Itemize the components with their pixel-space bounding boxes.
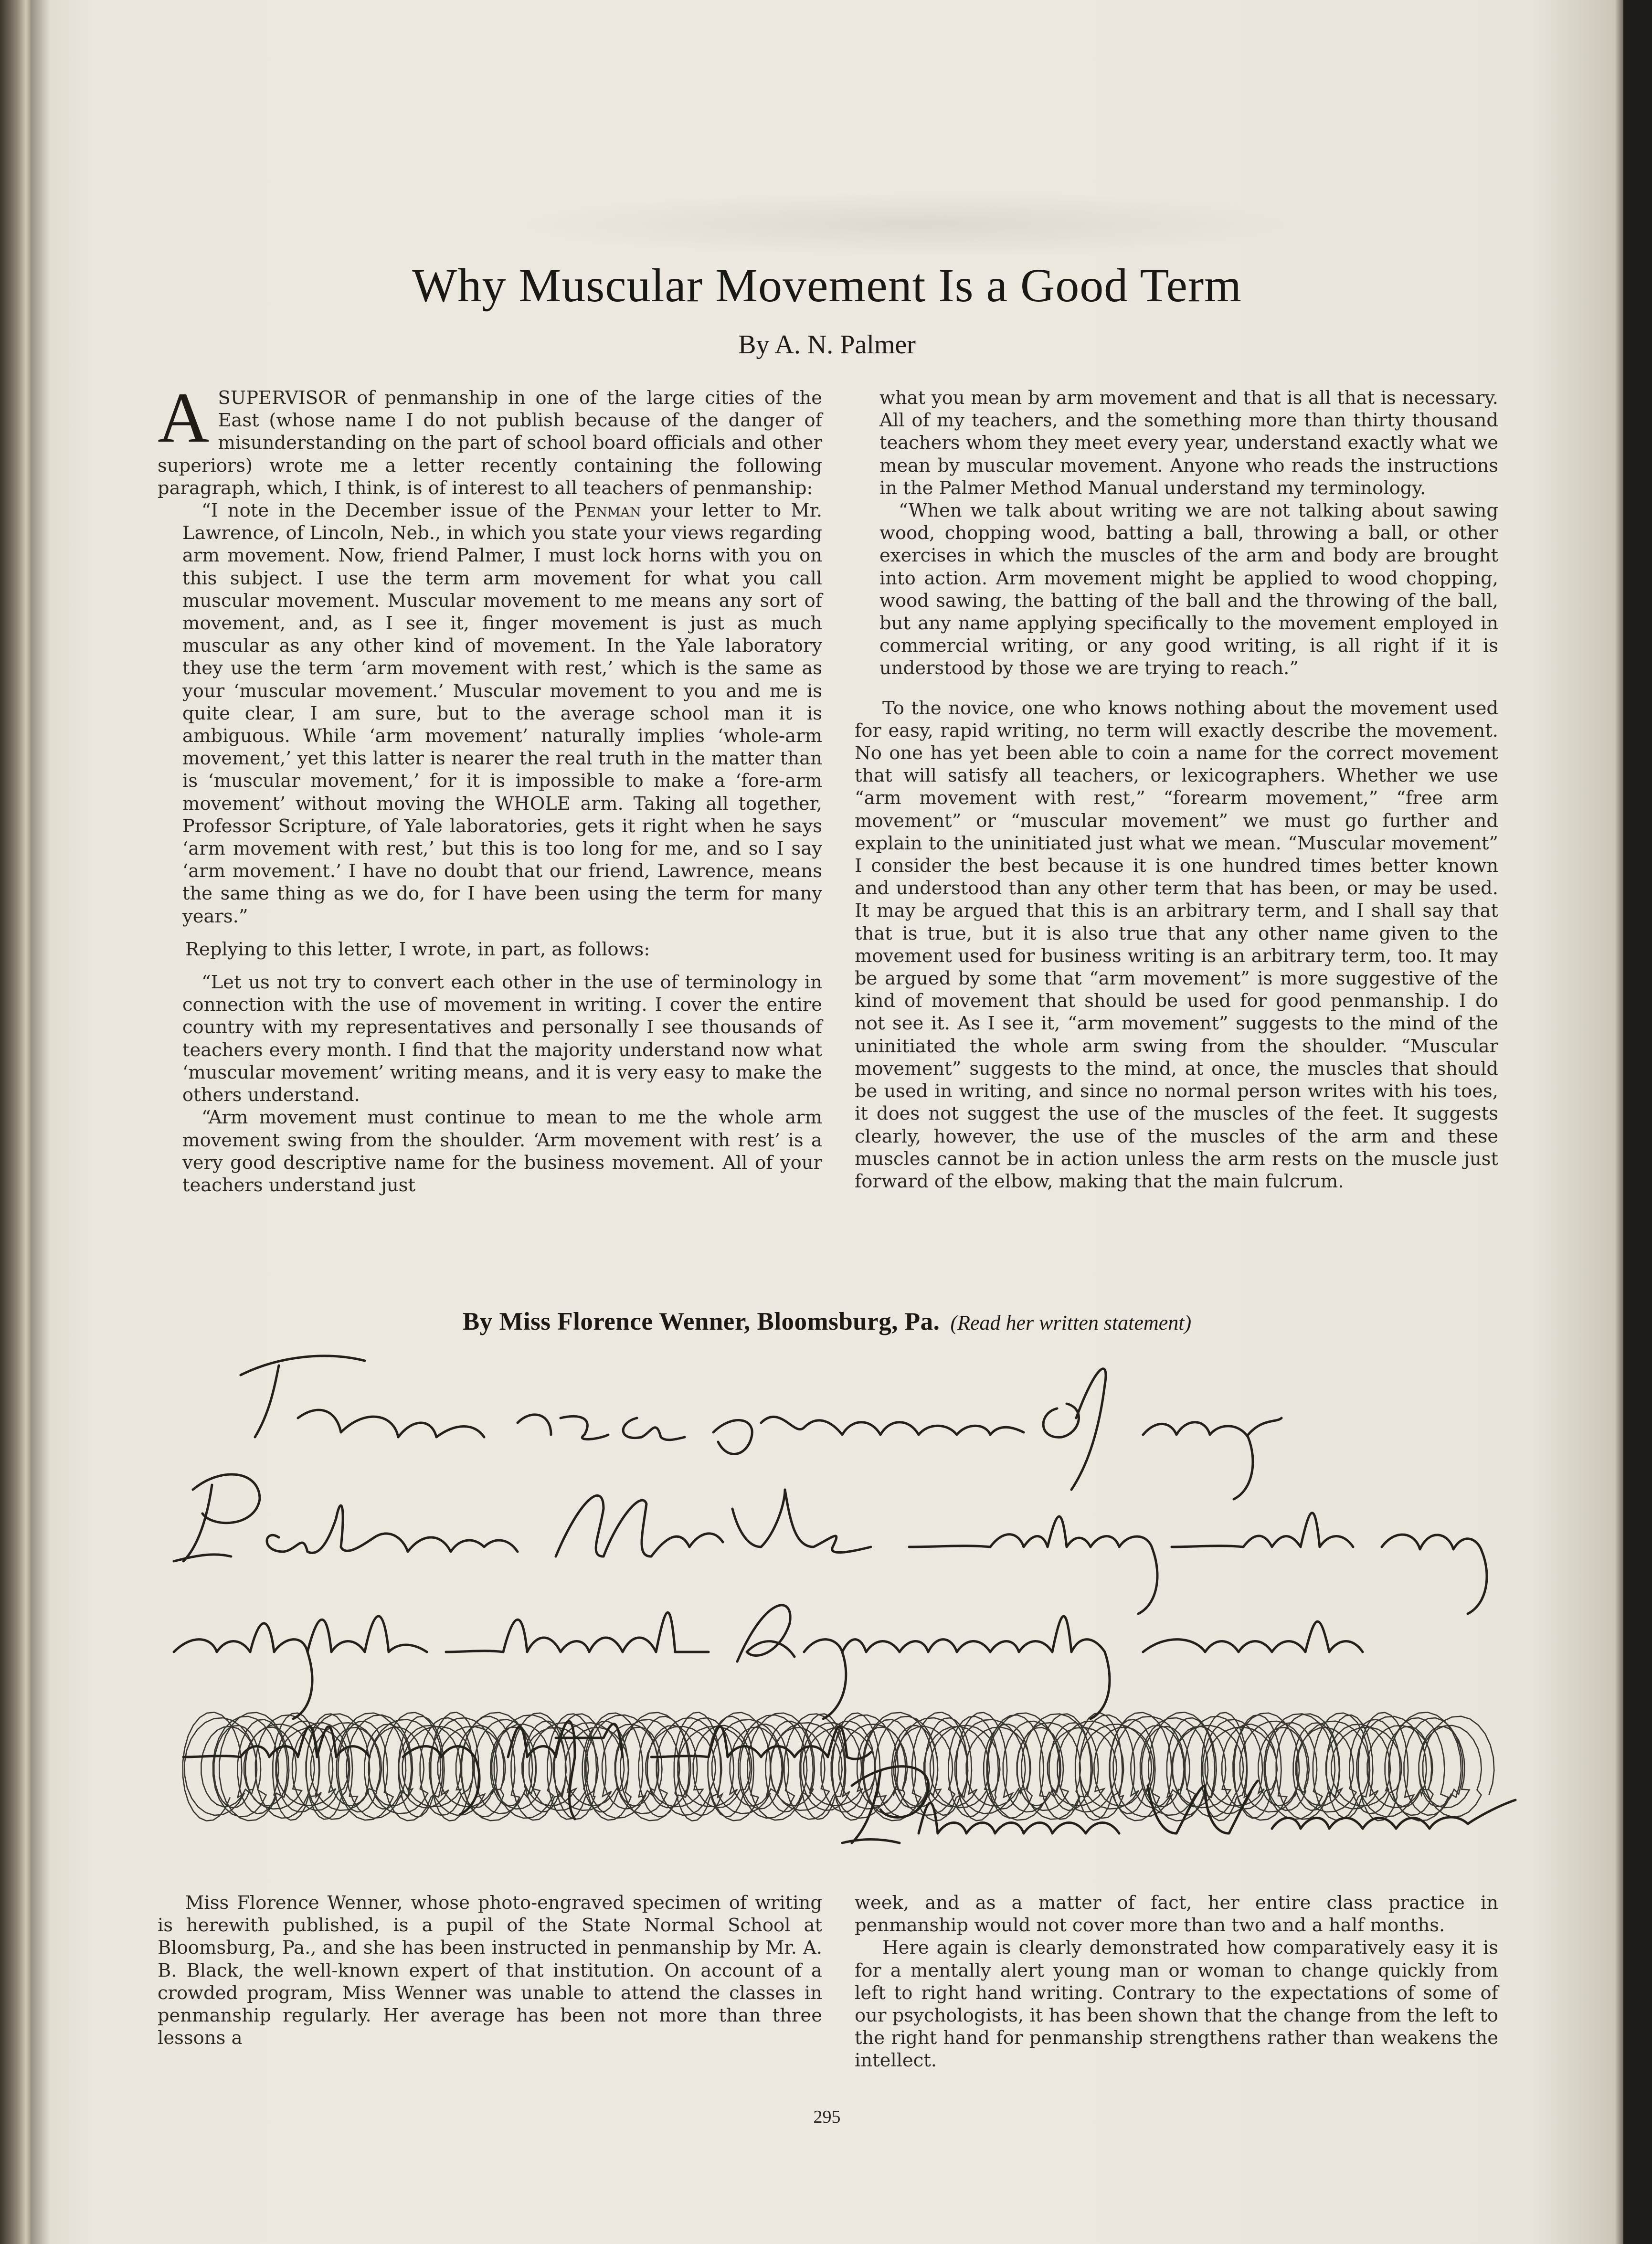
specimen-caption-author: By Miss Florence Wenner, Bloomsburg, Pa. — [462, 1308, 940, 1335]
bottom-column-right — [855, 1892, 1498, 2072]
penman-smallcaps: Penman — [574, 500, 641, 522]
specimen-caption — [31, 1307, 1623, 1336]
page-number: 295 — [813, 2107, 841, 2127]
reply-quote-continued — [855, 387, 1498, 680]
drop-cap: A — [158, 378, 210, 457]
opening-paragraph: ASUPERVISOR of penmanship in one of the large cities of the East (whose name I do not publish because of the danger of misunderstanding on the part of school board officials and other superiors) wrote me a letter recently containing the following paragraph, which, I think, is of interest to all teachers of penmanship: — [158, 378, 822, 499]
quote-paragraph: what you mean by arm movement and that is all that is necessary. All of my teachers, and the something more than thirty thousand teachers whom they meet every year, understand exactly what we mean by muscular movement. Anyone who reads the instructions in the Palmer Method Manual understand my terminology. — [879, 387, 1498, 499]
magazine-page — [31, 0, 1623, 2244]
supervisor-letter-quote — [158, 499, 822, 928]
handwriting-line-2 — [174, 1474, 1487, 1614]
quote-paragraph: “Let us not try to convert each other in the use of terminology in connection with the use of movement in writing. I cover the entire country with my representatives and personally I see thousands of teachers every month. I find that the majority understand now what ‘muscular movement’ writing means, and it is very easy to make the others understand. — [182, 972, 822, 1106]
reply-intro: Replying to this letter, I wrote, in part, as follows: — [185, 938, 650, 960]
bio-paragraph-continued: week, and as a matter of fact, her entire class practice in penmanship would not cover more than two and a half months. — [855, 1892, 1498, 1937]
quote-paragraph: “When we talk about writing we are not talking about sawing wood, chopping wood, batting a ball, throwing a ball, or other exercises in which the muscles of the arm and body are brought into action. Arm movement might be applied to wood chopping, wood sawing, the batting of the ball and the throwing of the ball, but any name applying specifically to the movement employed in commercial writing, or any good writing, is all right if it is understood by those we are trying to reach.” — [879, 500, 1498, 679]
oval-drill-scribble — [31, 1700, 1623, 1824]
article-byline: By A. N. Palmer — [738, 330, 916, 360]
quote-paragraph: “I note in the December issue of the Penman your letter to Mr. Lawrence, of Lincoln, Neb., in which you state your views regarding arm movement. Now, friend Palmer, I must lock horns with you on this subject. I use the term arm movement for what you call muscular movement. Muscular movement to me means any sort of movement, and, as I see it, finger movement is just as much muscular as any other kind of movement. In the Yale laboratory they use the term ‘arm movement with rest,’ which is the same as your ‘muscular movement.’ Muscular movement to you and me is quite clear, I am sure, but to the average school man it is ambiguous. While ‘arm movement’ naturally implies ‘whole-arm movement,’ yet this latter is nearer the real truth in the matter than is ‘muscular movement,’ for it is impossible to make a ‘fore-arm movement’ without moving the WHOLE arm. Taking all together, Professor Scripture, of Yale laboratories, gets it right when he says ‘arm movement with rest,’ but this is too long for me, and so I say ‘arm movement.’ I have no doubt that our friend, Lawrence, means the same thing as we do, for I have been using the term for many years.” — [182, 500, 822, 927]
bio-paragraph: Miss Florence Wenner, whose photo-engraved specimen of writing is herewith published, is a pupil of the State Normal School at Bloomsburg, Pa., and she has been instructed in penmanship by Mr. A. B. Black, the well-known expert of that institution. On account of a crowded program, Miss Wenner was unable to attend the classes in penmanship regularly. Her average has been not more than three lessons a — [158, 1892, 822, 2049]
body-paragraph: To the novice, one who knows nothing about the movement used for easy, rapid writing, no term will exactly describe the movement. No one has yet been able to coin a name for the correct movement that will satisfy all teachers, or lexicographers. Whether we use “arm movement with rest,” “forearm movement,” “free arm movement” or “muscular movement” we must go further and explain to the uninitiated just what we mean. “Muscular movement” I consider the best because it is one hundred times better known and understood than any other term that has been, or may be used. It may be argued that this is an arbitrary term, and I shall say that that is true, but it is also true that any other name given to the movement used for business writing is an arbitrary term, too. It may be argued by some that “arm movement” is more suggestive of the kind of movement that should be used for good penmanship. I do not see it. As I see it, “arm movement” suggests to the mind of the uninitiated the whole arm swing from the shoulder. “Muscular movement” suggests to the mind, at once, the muscles that should be used in writing, and since no normal person writes with his toes, it does not suggest the use of the muscles of the feet. It suggests clearly, however, the use of the muscles of the arm and these muscles cannot be in action unless the arm rests on the muscle just forward of the elbow, making that the main fulcrum. — [855, 697, 1498, 1192]
column-right — [855, 387, 1498, 1193]
specimen-caption-note: (Read her written statement) — [950, 1311, 1192, 1334]
previous-page-edge — [0, 0, 31, 2244]
column-left — [158, 378, 822, 1196]
show-through — [508, 191, 1320, 258]
oval-drill-strokes — [183, 1712, 1494, 1821]
bottom-column-left — [158, 1892, 822, 2049]
article-title: Why Muscular Movement Is a Good Term — [412, 259, 1242, 312]
reply-quote — [158, 971, 822, 1196]
quote-paragraph: “Arm movement must continue to mean to me the whole arm movement swing from the shoulder. ‘Arm movement with rest’ is a very good descriptive name for the business movement. All of your teachers understand just — [182, 1107, 822, 1196]
handwriting-line-1 — [241, 1356, 1281, 1499]
conclusion-paragraph: Here again is clearly demonstrated how comparatively easy it is for a mentally alert young man or woman to change quickly from left to right hand writing. Contrary to the expectations of some of our psychologists, it has been shown that the change from the left to the right hand for penmanship strengthens rather than weakens the intellect. — [855, 1937, 1498, 2072]
